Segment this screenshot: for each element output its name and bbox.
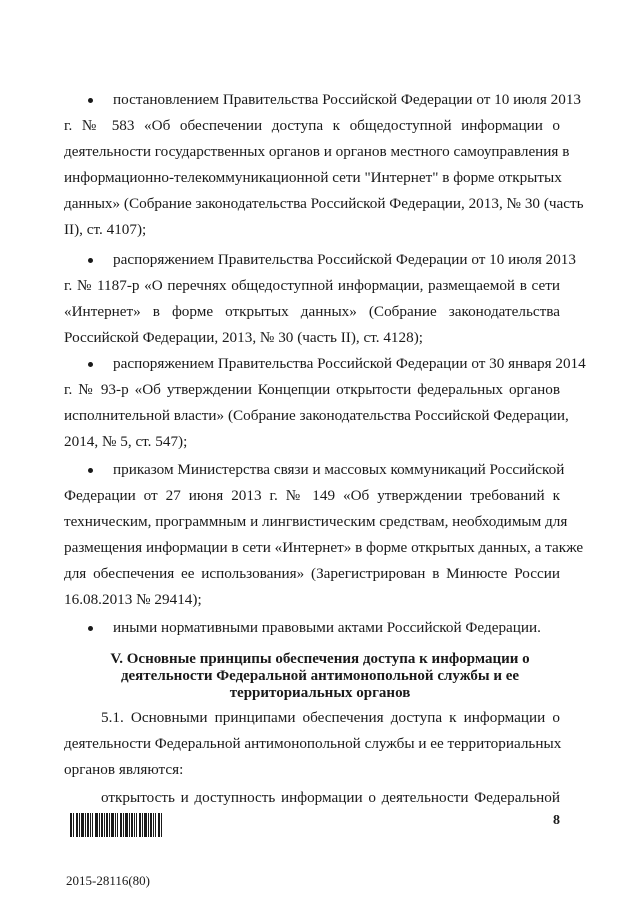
- document-id: 2015-28116(80): [66, 873, 151, 888]
- section-heading: [100, 651, 540, 702]
- page-number: 8: [553, 813, 560, 828]
- bullet-icon: [88, 258, 93, 263]
- bullet-icon: [88, 98, 93, 103]
- bullet-icon: [88, 468, 93, 473]
- list-item-text: исполнительной власти» (Собрание законодательства Российской Федерации,: [64, 407, 569, 424]
- list-item-text: 16.08.2013 № 29414);: [64, 591, 202, 608]
- section-heading-line: территориальных органов: [229, 685, 411, 701]
- paragraph-text: органов являются:: [64, 761, 184, 778]
- section-heading-line: деятельности Федеральной антимонопольной службы и ее: [120, 668, 520, 684]
- list-item-text: деятельности государственных органов и органов местного самоуправления в: [64, 143, 570, 160]
- list-item-text: для обеспечения ее использования» (Зарегистрирован в Минюсте России: [64, 565, 560, 582]
- list-item-text: Федерации от 27 июня 2013 г. № 149 «Об утверждении требований к: [64, 487, 560, 504]
- list-item-text: Российской Федерации, 2013, № 30 (часть II), ст. 4128);: [64, 329, 423, 346]
- paragraph-text: деятельности Федеральной антимонопольной службы и ее территориальных: [64, 735, 562, 752]
- list-item: [64, 618, 560, 638]
- bullet-icon: [88, 626, 93, 631]
- list-item-text: иными нормативными правовыми актами Российской Федерации.: [113, 619, 541, 636]
- paragraph-text: открытость и доступность информации о деятельности Федеральной: [101, 789, 560, 806]
- list-item-text: распоряжением Правительства Российской Федерации от 30 января 2014: [113, 355, 586, 372]
- list-item: [64, 354, 586, 454]
- list-item-text: г. № 583 «Об обеспечении доступа к общедоступной информации о: [64, 117, 560, 134]
- paragraph: [64, 788, 560, 808]
- list-item: [64, 460, 584, 610]
- list-item-text: постановлением Правительства Российской Федерации от 10 июля 2013: [113, 91, 582, 108]
- list-item-text: приказом Министерства связи и массовых коммуникаций Российской: [113, 461, 565, 478]
- paragraph: [64, 708, 560, 778]
- barcode-image: [70, 813, 162, 837]
- list-item-text: информационно-телекоммуникационной сети "Интернет" в форме открытых: [64, 169, 562, 186]
- bullet-icon: [88, 362, 93, 367]
- list-item-text: распоряжением Правительства Российской Федерации от 10 июля 2013: [113, 251, 576, 268]
- list-item: [64, 90, 584, 238]
- section-heading-line: V. Основные принципы обеспечения доступа к информации о: [110, 651, 530, 667]
- list-item-text: «Интернет» в форме открытых данных» (Собрание законодательства: [64, 303, 560, 320]
- paragraph-text: 5.1. Основными принципами обеспечения доступа к информации о: [101, 709, 560, 726]
- list-item-text: 2014, № 5, ст. 547);: [64, 433, 188, 450]
- list-item: [64, 250, 576, 350]
- list-item-text: техническим, программным и лингвистическим средствам, необходимым для: [64, 513, 568, 530]
- list-item-text: г. № 1187-р «О перечнях общедоступной информации, размещаемой в сети: [64, 277, 560, 294]
- list-item-text: II), ст. 4107);: [64, 221, 147, 238]
- list-item-text: размещения информации в сети «Интернет» в форме открытых данных, а также: [64, 539, 584, 556]
- list-item-text: данных» (Собрание законодательства Российской Федерации, 2013, № 30 (часть: [64, 195, 584, 212]
- list-item-text: г. № 93-р «Об утверждении Концепции открытости федеральных органов: [64, 381, 560, 398]
